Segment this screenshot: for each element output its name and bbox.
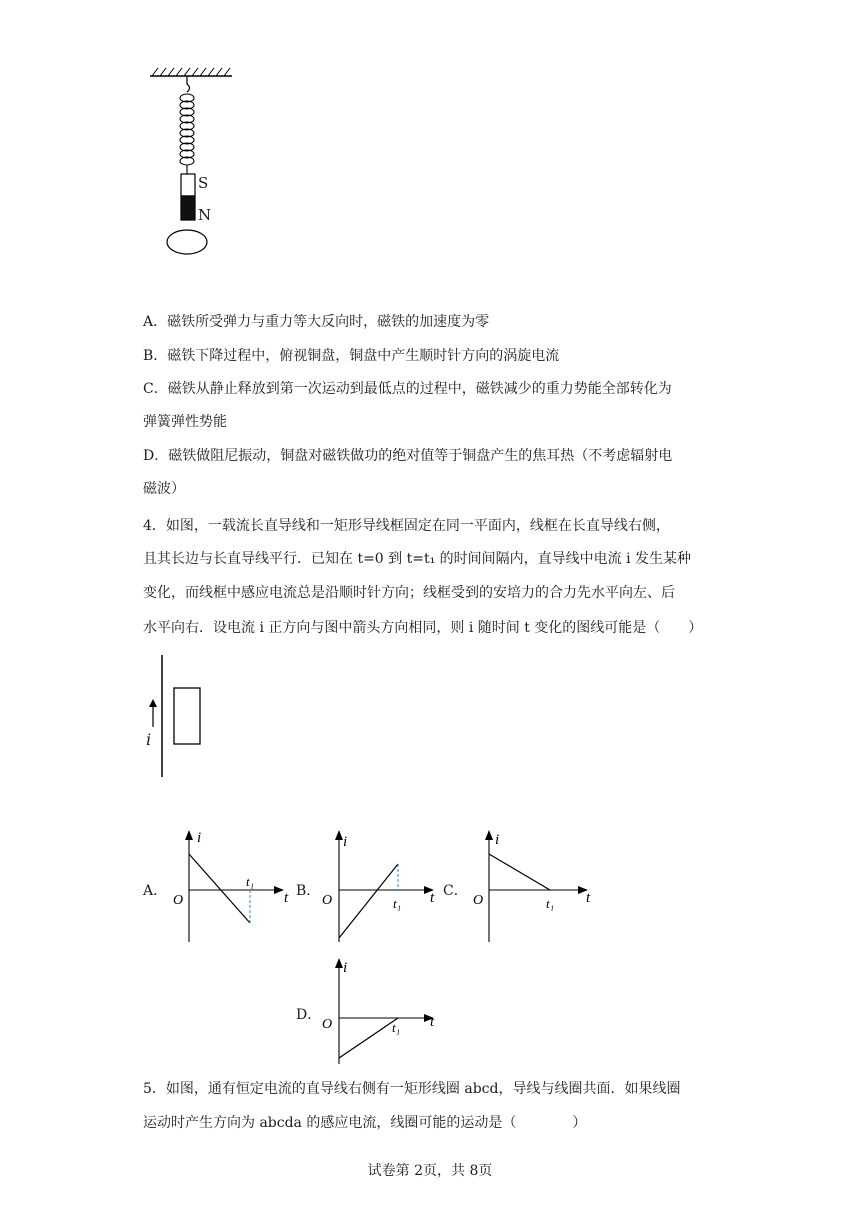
graph-a-origin-label: O xyxy=(173,893,184,908)
graph-a-option[interactable]: A． xyxy=(143,883,168,899)
graph-d-origin-label: O xyxy=(322,1017,333,1032)
option-d-line1[interactable]: D．磁铁做阻尼振动，铜盘对磁铁做功的绝对值等于铜盘产生的焦耳热（不考虑辐射电 xyxy=(143,448,673,464)
option-b[interactable]: B．磁铁下降过程中，俯视铜盘，铜盘中产生顺时针方向的涡旋电流 xyxy=(143,348,560,364)
graph-c[interactable] xyxy=(470,826,600,946)
graph-a-t1-label: t₁ xyxy=(246,874,255,889)
graph-b[interactable] xyxy=(320,826,450,946)
graph-b-t1-label: t₁ xyxy=(393,896,402,911)
option-d-line2[interactable]: 磁波） xyxy=(143,481,185,497)
pole-s-label: S xyxy=(198,174,209,192)
graph-d-i-label: i xyxy=(343,960,348,976)
page-footer: 试卷第 2页，共 8页 xyxy=(367,1163,493,1179)
graph-c-t-label: t xyxy=(586,890,591,906)
graph-a-t-label: t xyxy=(284,890,289,906)
graph-b-i-label: i xyxy=(343,834,348,850)
pole-n-label: N xyxy=(198,206,212,224)
option-a[interactable]: A．磁铁所受弹力与重力等大反向时，磁铁的加速度为零 xyxy=(143,314,490,330)
graph-b-t-label: t xyxy=(430,890,435,906)
graph-c-t1-label: t₁ xyxy=(546,896,555,911)
spring-magnet-figure xyxy=(140,66,250,266)
q4-line4: 水平向右．设电流 i 正方向与图中箭头方向相同，则 i 随时间 t 变化的图线可能是（ ） xyxy=(143,620,703,636)
graph-c-option[interactable]: C． xyxy=(443,883,468,899)
graph-a-i-label: i xyxy=(197,830,202,846)
graph-d-t1-label: t₁ xyxy=(392,1020,401,1035)
graph-c-origin-label: O xyxy=(473,893,484,908)
option-c-line1[interactable]: C．磁铁从静止释放到第一次运动到最低点的过程中，磁铁减少的重力势能全部转化为 xyxy=(143,381,672,397)
q5-line1: 5．如图，通有恒定电流的直导线右侧有一矩形线圈 abcd，导线与线圈共面．如果线圈 xyxy=(143,1081,681,1097)
q5-line2: 运动时产生方向为 abcda 的感应电流，线圈可能的运动是（ ） xyxy=(143,1115,587,1131)
graph-a[interactable] xyxy=(170,826,300,946)
graph-d[interactable] xyxy=(320,954,450,1066)
wire-current-label: i xyxy=(146,730,152,749)
q4-line3: 变化，而线框中感应电流总是沿顺时针方向；线框受到的安培力的合力先水平向左、后 xyxy=(143,585,675,601)
graph-b-option[interactable]: B． xyxy=(296,883,321,899)
graph-d-t-label: t xyxy=(430,1014,435,1030)
wire-loop-figure xyxy=(140,655,220,780)
graph-c-i-label: i xyxy=(495,832,500,848)
graph-d-option[interactable]: D． xyxy=(296,1007,322,1023)
q4-line1: 4．如图，一载流长直导线和一矩形导线框固定在同一平面内，线框在长直导线右侧， xyxy=(143,518,670,534)
graph-b-origin-label: O xyxy=(322,893,333,908)
q4-line2: 且其长边与长直导线平行．已知在 t=0 到 t=t₁ 的时间间隔内，直导线中电流 i 发生某种 xyxy=(143,551,692,567)
option-c-line2[interactable]: 弹簧弹性势能 xyxy=(143,414,227,430)
